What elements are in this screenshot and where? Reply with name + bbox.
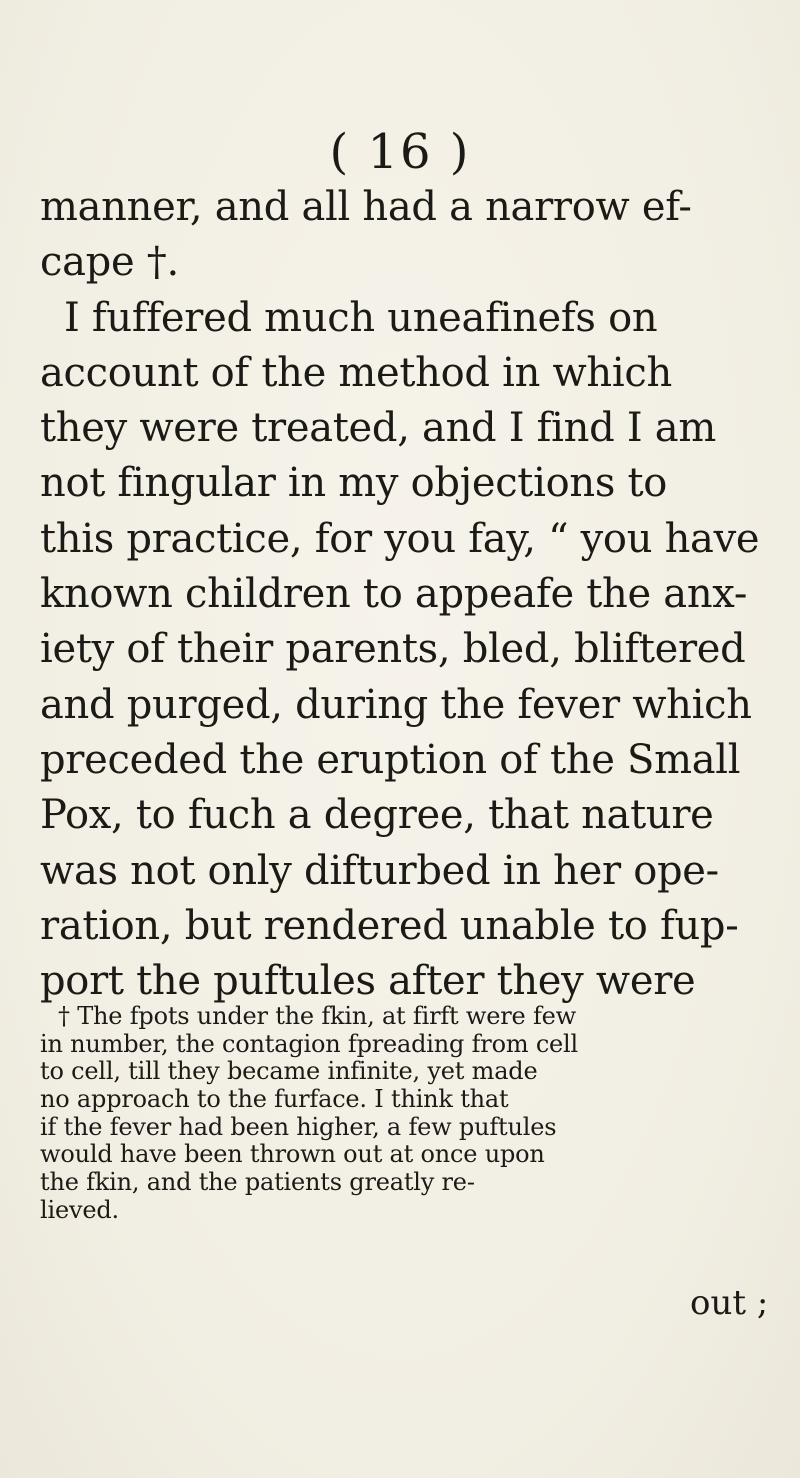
text-line: not fingular in my objections to	[40, 460, 668, 507]
text-line: ration, but rendered unable to fup-	[40, 902, 739, 949]
text-line: account of the method in which	[40, 349, 672, 396]
footnote-line: lieved.	[40, 1195, 119, 1224]
footnote-line: in number, the contagion fpreading from cell	[40, 1029, 579, 1058]
footnote-line: if the fever had been higher, a few puftules	[40, 1112, 557, 1141]
text-line: was not only difturbed in her ope-	[40, 847, 719, 894]
footnote	[40, 1003, 790, 1225]
text-line: port the puftules after they were	[40, 958, 696, 1005]
body-text	[40, 180, 790, 1009]
footnote-line: the fkin, and the patients greatly re-	[40, 1168, 475, 1197]
footnote-line: no approach to the furface. I think that	[40, 1085, 509, 1114]
page-number: ( 16 )	[329, 124, 471, 180]
footnote-line: † The fpots under the fkin, at firft were few	[58, 1002, 576, 1030]
text-line: this practice, for you fay, “ you have	[40, 515, 760, 562]
catchword: out ;	[690, 1283, 769, 1323]
text-line: manner, and all had a narrow ef-	[40, 184, 692, 230]
footnote-line: would have been thrown out at once upon	[40, 1140, 545, 1169]
text-line: cape †.	[40, 239, 179, 286]
text-line: I fuffered much uneafinefs on	[64, 294, 658, 341]
text-line: iety of their parents, bled, bliftered	[40, 626, 746, 673]
footnote-line: to cell, till they became infinite, yet made	[40, 1057, 538, 1086]
text-line: preceded the eruption of the Small	[40, 736, 741, 783]
text-line: and purged, during the fever which	[40, 681, 752, 728]
text-line: they were treated, and I find I am	[40, 405, 716, 452]
text-line: known children to appeafe the anx-	[40, 571, 748, 618]
text-line: Pox, to fuch a degree, that nature	[40, 792, 714, 839]
